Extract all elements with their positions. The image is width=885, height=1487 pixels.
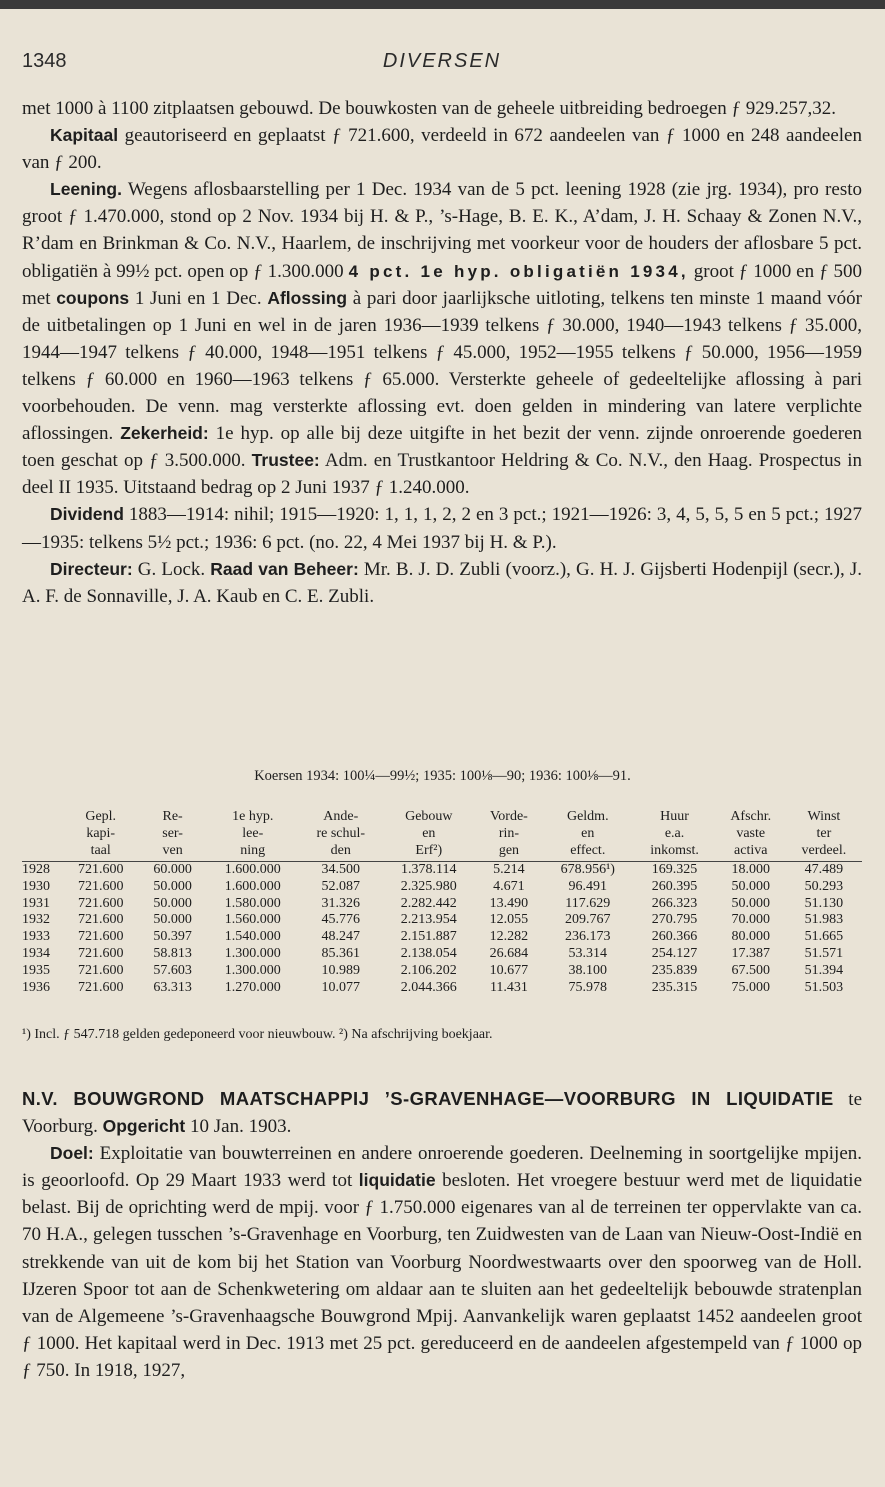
table-cell: 34.500 — [321, 862, 361, 877]
column-header — [206, 808, 300, 862]
opgericht-label: Opgericht — [102, 1116, 186, 1137]
doel-text-2: besloten. Het vroegere bestuur werd met de liquidatie belast. Bij de oprichting werd de mpij. voor ƒ 1.750.000 eigenares van al de terreinen ter oppervlakte van ca. 70 H.A., gelegen tusschen ’s-Gravenhage en Voorburg, ten Zuidwesten van de Laan van Nieuw-Oost-Indië en strekkende van uit de kom bij het Station van Voorburg Noordwestwaarts over den spoorweg van de Holl. IJzeren Spoor tot aan de Schenkwetering om aldaar aan te sluiten aan het gedeeltelijk bebouwde stratenplan van de Algemeene ’s-Gravenhaagsche Bouwgrond Mpij. Aanvankelijk waren geplaatst 1452 aandeelen groot ƒ 1000. Het kapitaal werd in Dec. 1913 met 25 pct. gereduceerd en de aandeelen afgestempeld van ƒ 1000 op ƒ 750. In 1918, 1927, — [22, 1170, 862, 1381]
table-cell: 254.127 — [651, 945, 698, 961]
column-header-line: kapi- — [86, 826, 116, 841]
column-header-line: inkomst. — [650, 843, 699, 858]
table-cell: 31.326 — [321, 895, 361, 911]
column-header — [633, 808, 715, 862]
table-cell: 2.138.054 — [400, 945, 457, 961]
bouwkosten-text: met 1000 à 1100 zitplaatsen gebouwd. De bouwkosten van de geheele uitbreiding bedroegen ƒ 929.257,32. — [22, 98, 836, 119]
doel-label: Doel: — [50, 1143, 94, 1164]
year-cell: 1930 — [22, 878, 50, 894]
company-location: te Voorburg. — [22, 1089, 862, 1138]
column-header — [542, 808, 633, 862]
table-cell: 58.813 — [153, 945, 192, 961]
lening-label: Leening. — [50, 179, 122, 200]
table-row — [22, 946, 862, 963]
table-cell: 678.956¹) — [560, 862, 615, 877]
table-cell: 51.503 — [804, 979, 844, 995]
table-cell: 721.600 — [77, 912, 124, 928]
table-cell: 52.087 — [321, 878, 361, 894]
table-cell: 50.000 — [731, 878, 770, 894]
column-header-line: Gebouw — [405, 809, 453, 824]
table-cell: 50.000 — [153, 895, 192, 911]
column-header-line: e.a. — [664, 826, 685, 841]
table-cell: 721.600 — [77, 895, 124, 911]
kapitaal-text: geautoriseerd en geplaatst ƒ 721.600, verdeeld in 672 aandeelen van ƒ 1000 en 248 aandeelen van ƒ 200. — [22, 125, 862, 174]
raad-text: Mr. B. J. D. Zubli (voorz.), G. H. J. Gijsberti Hodenpijl (secr.), J. A. F. de Sonnaville, J. A. Kaub en C. E. Zubli. — [22, 558, 863, 607]
table-cell: 51.571 — [804, 945, 844, 961]
table-cell: 17.387 — [731, 945, 770, 961]
table-cell: 50.397 — [153, 929, 192, 945]
raad-label: Raad van Beheer: — [210, 558, 359, 579]
page-number: 1348 — [22, 50, 67, 72]
year-cell: 1934 — [22, 945, 50, 961]
column-header-line: re schul- — [316, 826, 366, 841]
table-cell: 12.282 — [489, 929, 529, 945]
dividend-label: Dividend — [50, 504, 124, 525]
kapitaal-label: Kapitaal — [50, 125, 119, 146]
table-cell: 53.314 — [568, 945, 608, 961]
table-header-row — [22, 808, 862, 862]
opgericht-text: 10 Jan. 1903. — [185, 1116, 292, 1138]
paragraph-directie — [22, 556, 862, 610]
table-cell: 96.491 — [568, 878, 608, 894]
column-header-line: ter — [816, 826, 832, 841]
aflossing-text: à pari door jaarlijksche uitloting, telkens ten minste 1 maand vóór de uitbetalingen op 1 Juni en wel in de jaren 1936—1939 telkens ƒ 30.000, 1940—1943 telkens ƒ 35.000, 1944—1947 telkens ƒ 40.000, 1948—1951 telkens ƒ 45.000, 1952—1955 telkens ƒ 50.000, 1956—1959 telkens ƒ 60.000 en 1960—1963 telkens ƒ 65.000. Versterkte geheele of gedeeltelijke aflossing à pari voorbehouden. De venn. mag versterkte aflossing evt. doen gelden in mindering van latere verplichte aflossingen. — [22, 287, 862, 445]
table-cell: 1.270.000 — [224, 979, 281, 995]
table-cell: 38.100 — [568, 962, 608, 978]
table-row — [22, 980, 862, 997]
table-cell: 5.214 — [493, 862, 525, 877]
column-header-line: Erf²) — [415, 843, 443, 858]
table-row — [22, 879, 862, 896]
table-cell: 721.600 — [77, 979, 124, 995]
column-header-line: Huur — [660, 809, 689, 824]
table-cell: 63.313 — [153, 979, 192, 995]
page-header — [22, 50, 862, 80]
table-cell: 1.600.000 — [224, 862, 281, 877]
table-row — [22, 929, 862, 946]
table-cell: 85.361 — [321, 945, 361, 961]
column-header-line: Geldm. — [566, 809, 609, 824]
loan-name: 4 pct. 1e hyp. obligatiën 1934, — [348, 261, 689, 281]
paragraph-kapitaal — [22, 122, 862, 176]
table-cell: 51.983 — [804, 912, 844, 928]
table-cell: 721.600 — [77, 962, 124, 978]
table-cell: 50.000 — [153, 912, 192, 928]
table-cell: 721.600 — [77, 878, 124, 894]
table-cell: 270.795 — [651, 912, 698, 928]
table-cell: 1.580.000 — [224, 895, 281, 911]
table-cell: 169.325 — [651, 862, 698, 877]
column-header — [382, 808, 476, 862]
coupons-label: coupons — [56, 287, 130, 308]
column-header-line: effect. — [570, 843, 606, 858]
column-header — [22, 808, 62, 862]
table-footnote: ¹) Incl. ƒ 547.718 gelden gedeponeerd voor nieuwbouw. ²) Na afschrijving boekjaar. — [22, 1027, 493, 1042]
table-cell: 721.600 — [77, 862, 124, 877]
paragraph-lening — [22, 176, 862, 501]
year-cell: 1932 — [22, 912, 50, 928]
table-cell: 1.540.000 — [224, 929, 281, 945]
table-cell: 1.600.000 — [224, 878, 281, 894]
directeur-label: Directeur: — [50, 558, 133, 579]
table-cell: 2.106.202 — [400, 962, 457, 978]
column-header-line: 1e hyp. — [232, 809, 274, 824]
column-header — [476, 808, 542, 862]
company-section-bouwgrond — [22, 1085, 862, 1384]
table-cell: 4.671 — [493, 878, 525, 894]
table-cell: 209.767 — [565, 912, 611, 928]
table-cell: 12.055 — [489, 912, 529, 928]
paragraph-dividend — [22, 501, 862, 555]
column-header-line: Winst — [807, 809, 841, 824]
table-cell: 10.077 — [321, 979, 361, 995]
koersen-line: Koersen 1934: 100¼—99½; 1935: 100⅛—90; 1936: 100⅛—91. — [254, 768, 631, 784]
table-cell: 235.315 — [651, 979, 698, 995]
table-cell: 70.000 — [731, 912, 770, 928]
doel-text: Exploitatie van bouwterreinen en andere onroerende goederen. Deelneming in soortgelijke mpijen. is geoorloofd. Op 29 Maart 1933 werd tot — [22, 1143, 862, 1192]
lening-text-3: 1 Juni en 1 Dec. — [129, 287, 268, 309]
year-cell: 1935 — [22, 962, 50, 978]
paragraph-doel — [22, 1140, 862, 1384]
financial-table — [22, 808, 862, 996]
column-header — [716, 808, 786, 862]
table-body — [22, 862, 862, 997]
column-header-line: Gepl. — [85, 809, 117, 824]
table-cell: 2.213.954 — [400, 912, 457, 928]
table-cell: 1.560.000 — [224, 912, 281, 928]
table-cell: 721.600 — [77, 945, 124, 961]
table-cell: 2.325.980 — [400, 878, 457, 894]
table-cell: 1.300.000 — [224, 945, 281, 961]
trustee-text: Adm. en Trustkantoor Heldring & Co. N.V., den Haag. Prospectus in deel II 1935. Uitstaand bedrag op 2 Juni 1937 ƒ 1.240.000. — [22, 450, 862, 499]
paragraph-bouwkosten — [22, 95, 862, 122]
table-row — [22, 862, 862, 879]
column-header-line: en — [422, 826, 436, 841]
column-header-line: activa — [734, 843, 768, 858]
year-cell: 1928 — [22, 862, 50, 877]
table-cell: 50.000 — [153, 878, 192, 894]
column-header — [139, 808, 205, 862]
table-cell: 51.130 — [804, 895, 844, 911]
table-cell: 67.500 — [731, 962, 770, 978]
table-cell: 117.629 — [565, 895, 611, 911]
aflossing-label: Aflossing — [267, 287, 348, 308]
column-header-line: Vorde- — [490, 809, 528, 824]
column-header-line: taal — [90, 843, 111, 858]
company-name: N.V. BOUWGROND MAATSCHAPPIJ ’S-GRAVENHAGE—VOORBURG IN LIQUIDATIE — [22, 1088, 834, 1109]
table-cell: 50.293 — [804, 878, 844, 894]
column-header — [62, 808, 139, 862]
column-header — [300, 808, 382, 862]
table-cell: 260.366 — [651, 929, 698, 945]
table-cell: 266.323 — [651, 895, 698, 911]
trustee-label: Trustee: — [251, 450, 320, 471]
table-cell: 721.600 — [77, 929, 124, 945]
table-cell: 2.151.887 — [400, 929, 457, 945]
table-cell: 18.000 — [731, 862, 770, 877]
column-header-line: Ande- — [323, 809, 359, 824]
table-cell: 236.173 — [565, 929, 611, 945]
column-header-line: verdeel. — [801, 843, 847, 858]
column-header-line: lee- — [242, 826, 264, 841]
column-header-line: Re- — [162, 809, 183, 824]
column-header-line: en — [581, 826, 595, 841]
directeur-text: G. Lock. — [132, 558, 211, 580]
column-header-line: den — [330, 843, 351, 858]
table-cell: 26.684 — [489, 945, 529, 961]
table-cell: 235.839 — [651, 962, 698, 978]
year-cell: 1936 — [22, 979, 50, 995]
lening-text: Wegens aflosbaarstelling per 1 Dec. 1934 van de 5 pct. leening 1928 (zie jrg. 1934), pro resto groot ƒ 1.470.000, stond op 2 Nov. 1934 bij H. & P., ’s-Hage, B. E. K., A’dam, J. H. Schaay & Zonen N.V., R’dam en Brinkman & Co. N.V., Haarlem, de inschrijving met voorkeur voor de houders der aflosbare 5 pct. obligatiën à 99½ pct. open op ƒ 1.300.000 — [22, 179, 862, 282]
table-cell: 11.431 — [489, 979, 528, 995]
table-cell: 10.677 — [489, 962, 529, 978]
table-cell: 45.776 — [321, 912, 361, 928]
zekerheid-text: 1e hyp. op alle bij deze uitgifte in het bezit der venn. zijnde onroerende goederen toen geschat op ƒ 3.500.000. — [22, 423, 862, 472]
table-cell: 57.603 — [153, 962, 192, 978]
table-cell: 50.000 — [731, 895, 770, 911]
company-title — [22, 1085, 862, 1140]
table-cell: 1.300.000 — [224, 962, 281, 978]
column-header-line: vaste — [736, 826, 766, 841]
company-section-continued — [22, 95, 862, 610]
year-cell: 1933 — [22, 929, 50, 945]
table-cell: 51.394 — [804, 962, 844, 978]
column-header-line: rin- — [498, 826, 520, 841]
table-cell: 2.044.366 — [400, 979, 457, 995]
column-header — [786, 808, 862, 862]
table-row — [22, 963, 862, 980]
liquidatie-label: liquidatie — [358, 1170, 436, 1191]
table-cell: 1.378.114 — [401, 862, 457, 877]
table-cell: 80.000 — [731, 929, 770, 945]
column-header-line: gen — [498, 843, 520, 858]
table-header — [22, 808, 862, 862]
lening-text-2: groot ƒ 1000 en ƒ 500 met — [22, 260, 863, 309]
year-cell: 1931 — [22, 895, 50, 911]
table-cell: 60.000 — [153, 862, 192, 877]
table-cell: 10.989 — [321, 962, 361, 978]
table-cell: 260.395 — [651, 878, 698, 894]
running-head: DIVERSEN — [382, 50, 502, 72]
table-cell: 75.000 — [731, 979, 770, 995]
column-header-line: ser- — [162, 826, 183, 841]
dividend-text: 1883—1914: nihil; 1915—1920: 1, 1, 1, 2, 2 en 3 pct.; 1921—1926: 3, 4, 5, 5, 5 en 5 pct.; 1927—1935: telkens 5½ pct.; 1936: 6 pct. (no. 22, 4 Mei 1937 bij H. & P.). — [22, 504, 862, 553]
column-header-line: Afschr. — [730, 809, 772, 824]
table-cell: 51.665 — [804, 929, 844, 945]
table-cell: 75.978 — [568, 979, 608, 995]
table-cell: 48.247 — [321, 929, 361, 945]
column-header-line: ning — [240, 843, 266, 858]
column-header-line: ven — [162, 843, 183, 858]
zekerheid-label: Zekerheid: — [120, 423, 209, 444]
table-cell: 2.282.442 — [400, 895, 457, 911]
table-cell: 47.489 — [804, 862, 844, 877]
table-row — [22, 896, 862, 913]
table-row — [22, 912, 862, 929]
table-cell: 13.490 — [489, 895, 529, 911]
